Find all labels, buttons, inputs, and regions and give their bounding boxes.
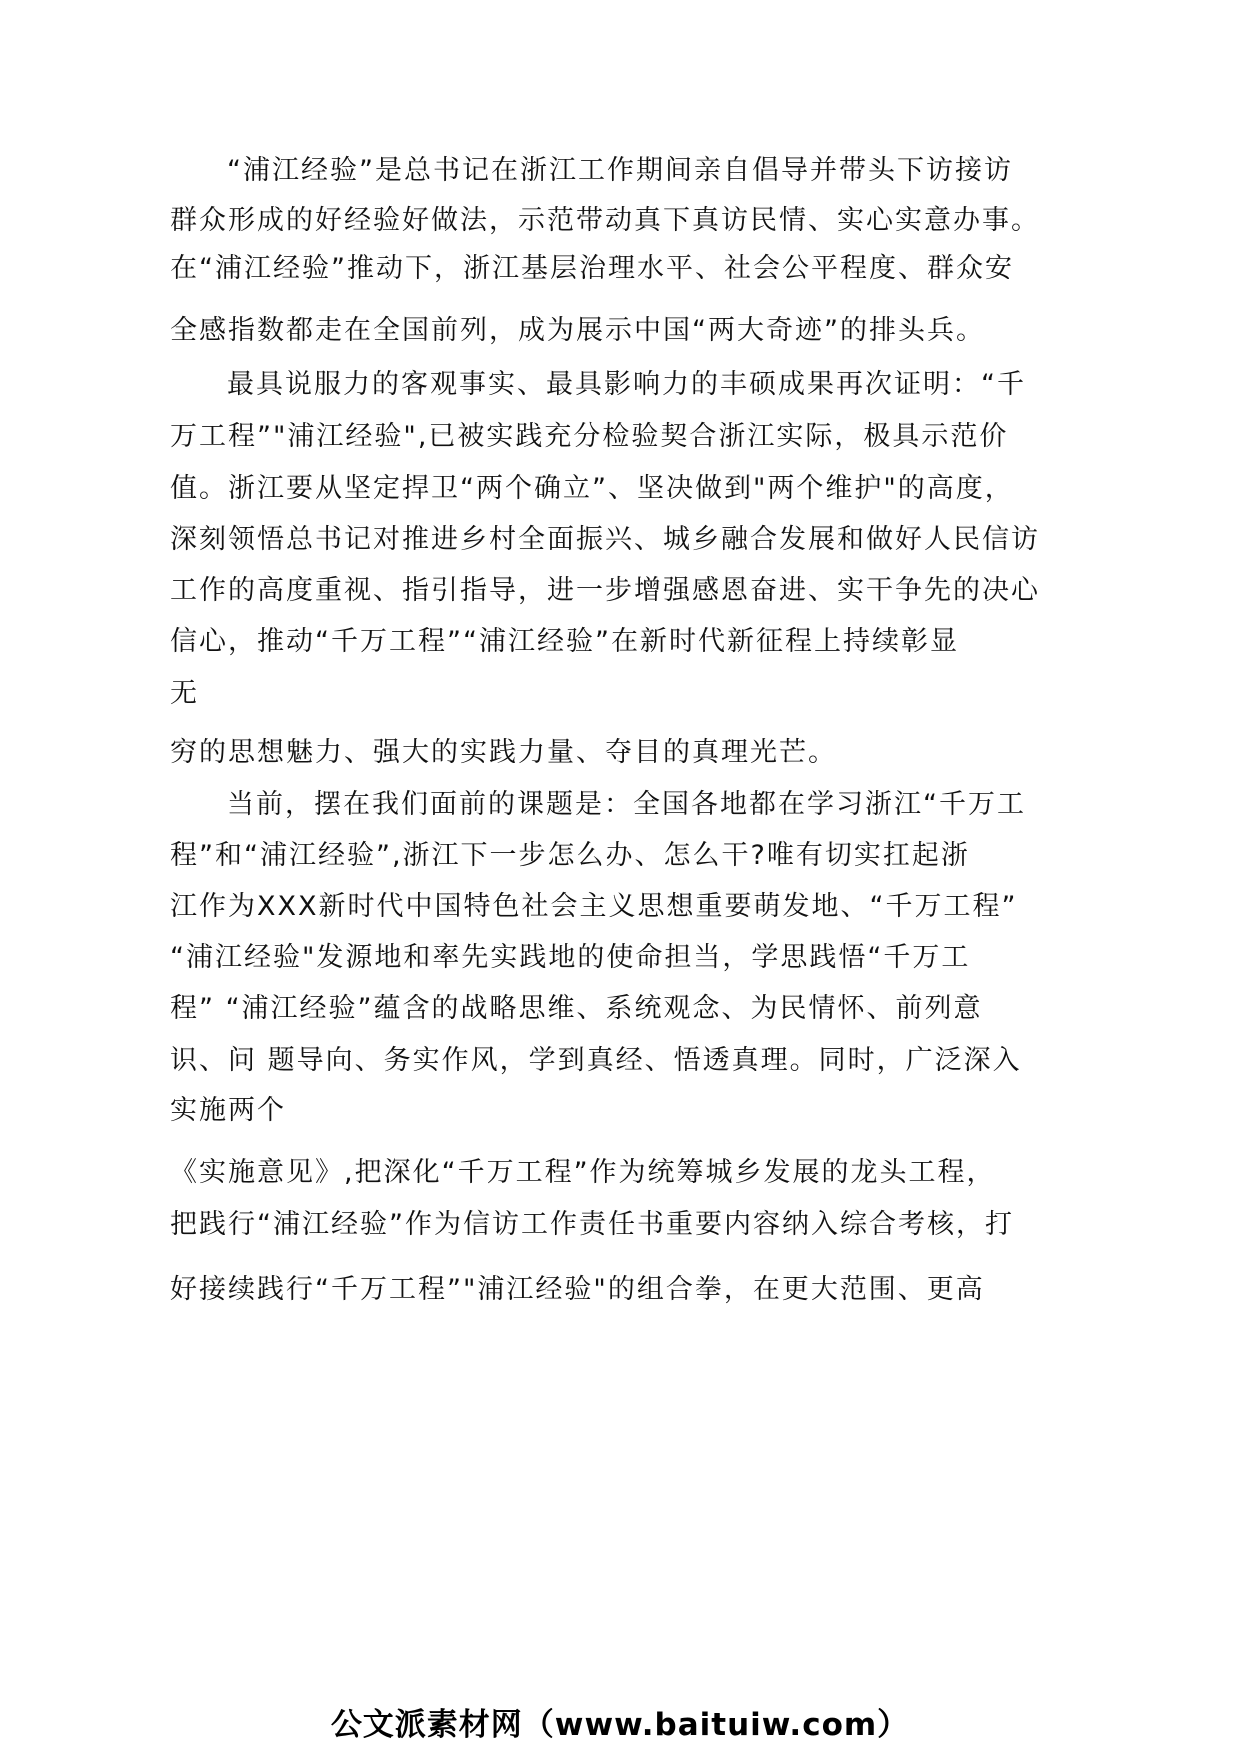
paragraph-line: 程”和“浦江经验”,浙江下一步怎么办、怎么干?唯有切实扛起浙 (170, 840, 970, 871)
paragraph-line: 程” “浦江经验”蕴含的战略思维、系统观念、为民情怀、前列意 (170, 993, 983, 1024)
paragraph-line: 江作为XXX新时代中国特色社会主义思想重要萌发地、“千万工程” (170, 891, 1018, 922)
paragraph-line: 实施两个 (170, 1095, 286, 1126)
paragraph-line: 《实施意见》,把深化“千万工程”作为统筹城乡发展的龙头工程， (170, 1157, 996, 1188)
paragraph-line: 好接续践行“千万工程”"浦江经验"的组合拳，在更大范围、更高 (170, 1274, 985, 1305)
paragraph-line: 当前，摆在我们面前的课题是：全国各地都在学习浙江“千万工 (227, 789, 1026, 820)
paragraph-line: 群众形成的好经验好做法，示范带动真下真访民情、实心实意办事。 (170, 205, 1040, 236)
footer-watermark-text: 公文派素材网（www.baituiw.com） (330, 1707, 910, 1743)
paragraph-line: 穷的思想魅力、强大的实践力量、夺目的真理光芒。 (170, 737, 837, 768)
paragraph-line: 把践行“浦江经验”作为信访工作责任书重要内容纳入综合考核，打 (170, 1209, 1014, 1240)
paragraph-line: 识、问 题导向、务实作风，学到真经、悟透真理。同时，广泛深入 (170, 1045, 1022, 1076)
paragraph-line: 深刻领悟总书记对推进乡村全面振兴、城乡融合发展和做好人民信访 (170, 524, 1040, 555)
paragraph-line: “浦江经验”是总书记在浙江工作期间亲自倡导并带头下访接访 (227, 155, 1013, 186)
paragraph-line: “浦江经验"发源地和率先实践地的使命担当，学思践悟“千万工 (170, 942, 971, 973)
paragraph-line: 值。浙江要从坚定捍卫“两个确立”、坚决做到"两个维护"的高度， (170, 473, 1014, 504)
paragraph-line: 全感指数都走在全国前列，成为展示中国“两大奇迹”的排头兵。 (170, 315, 985, 346)
paragraph-line: 信心，推动“千万工程”“浦江经验”在新时代新征程上持续彰显 (170, 626, 959, 657)
paragraph-line: 无 (170, 678, 199, 709)
paragraph-line: 最具说服力的客观事实、最具影响力的丰硕成果再次证明：“千 (227, 369, 1026, 400)
paragraph-line: 万工程”"浦江经验",已被实践充分检验契合浙江实际，极具示范价 (170, 421, 1009, 452)
paragraph-line: 工作的高度重视、指引指导，进一步增强感恩奋进、实干争先的决心 (170, 575, 1040, 606)
paragraph-line: 在“浦江经验”推动下，浙江基层治理水平、社会公平程度、群众安 (170, 253, 1014, 284)
